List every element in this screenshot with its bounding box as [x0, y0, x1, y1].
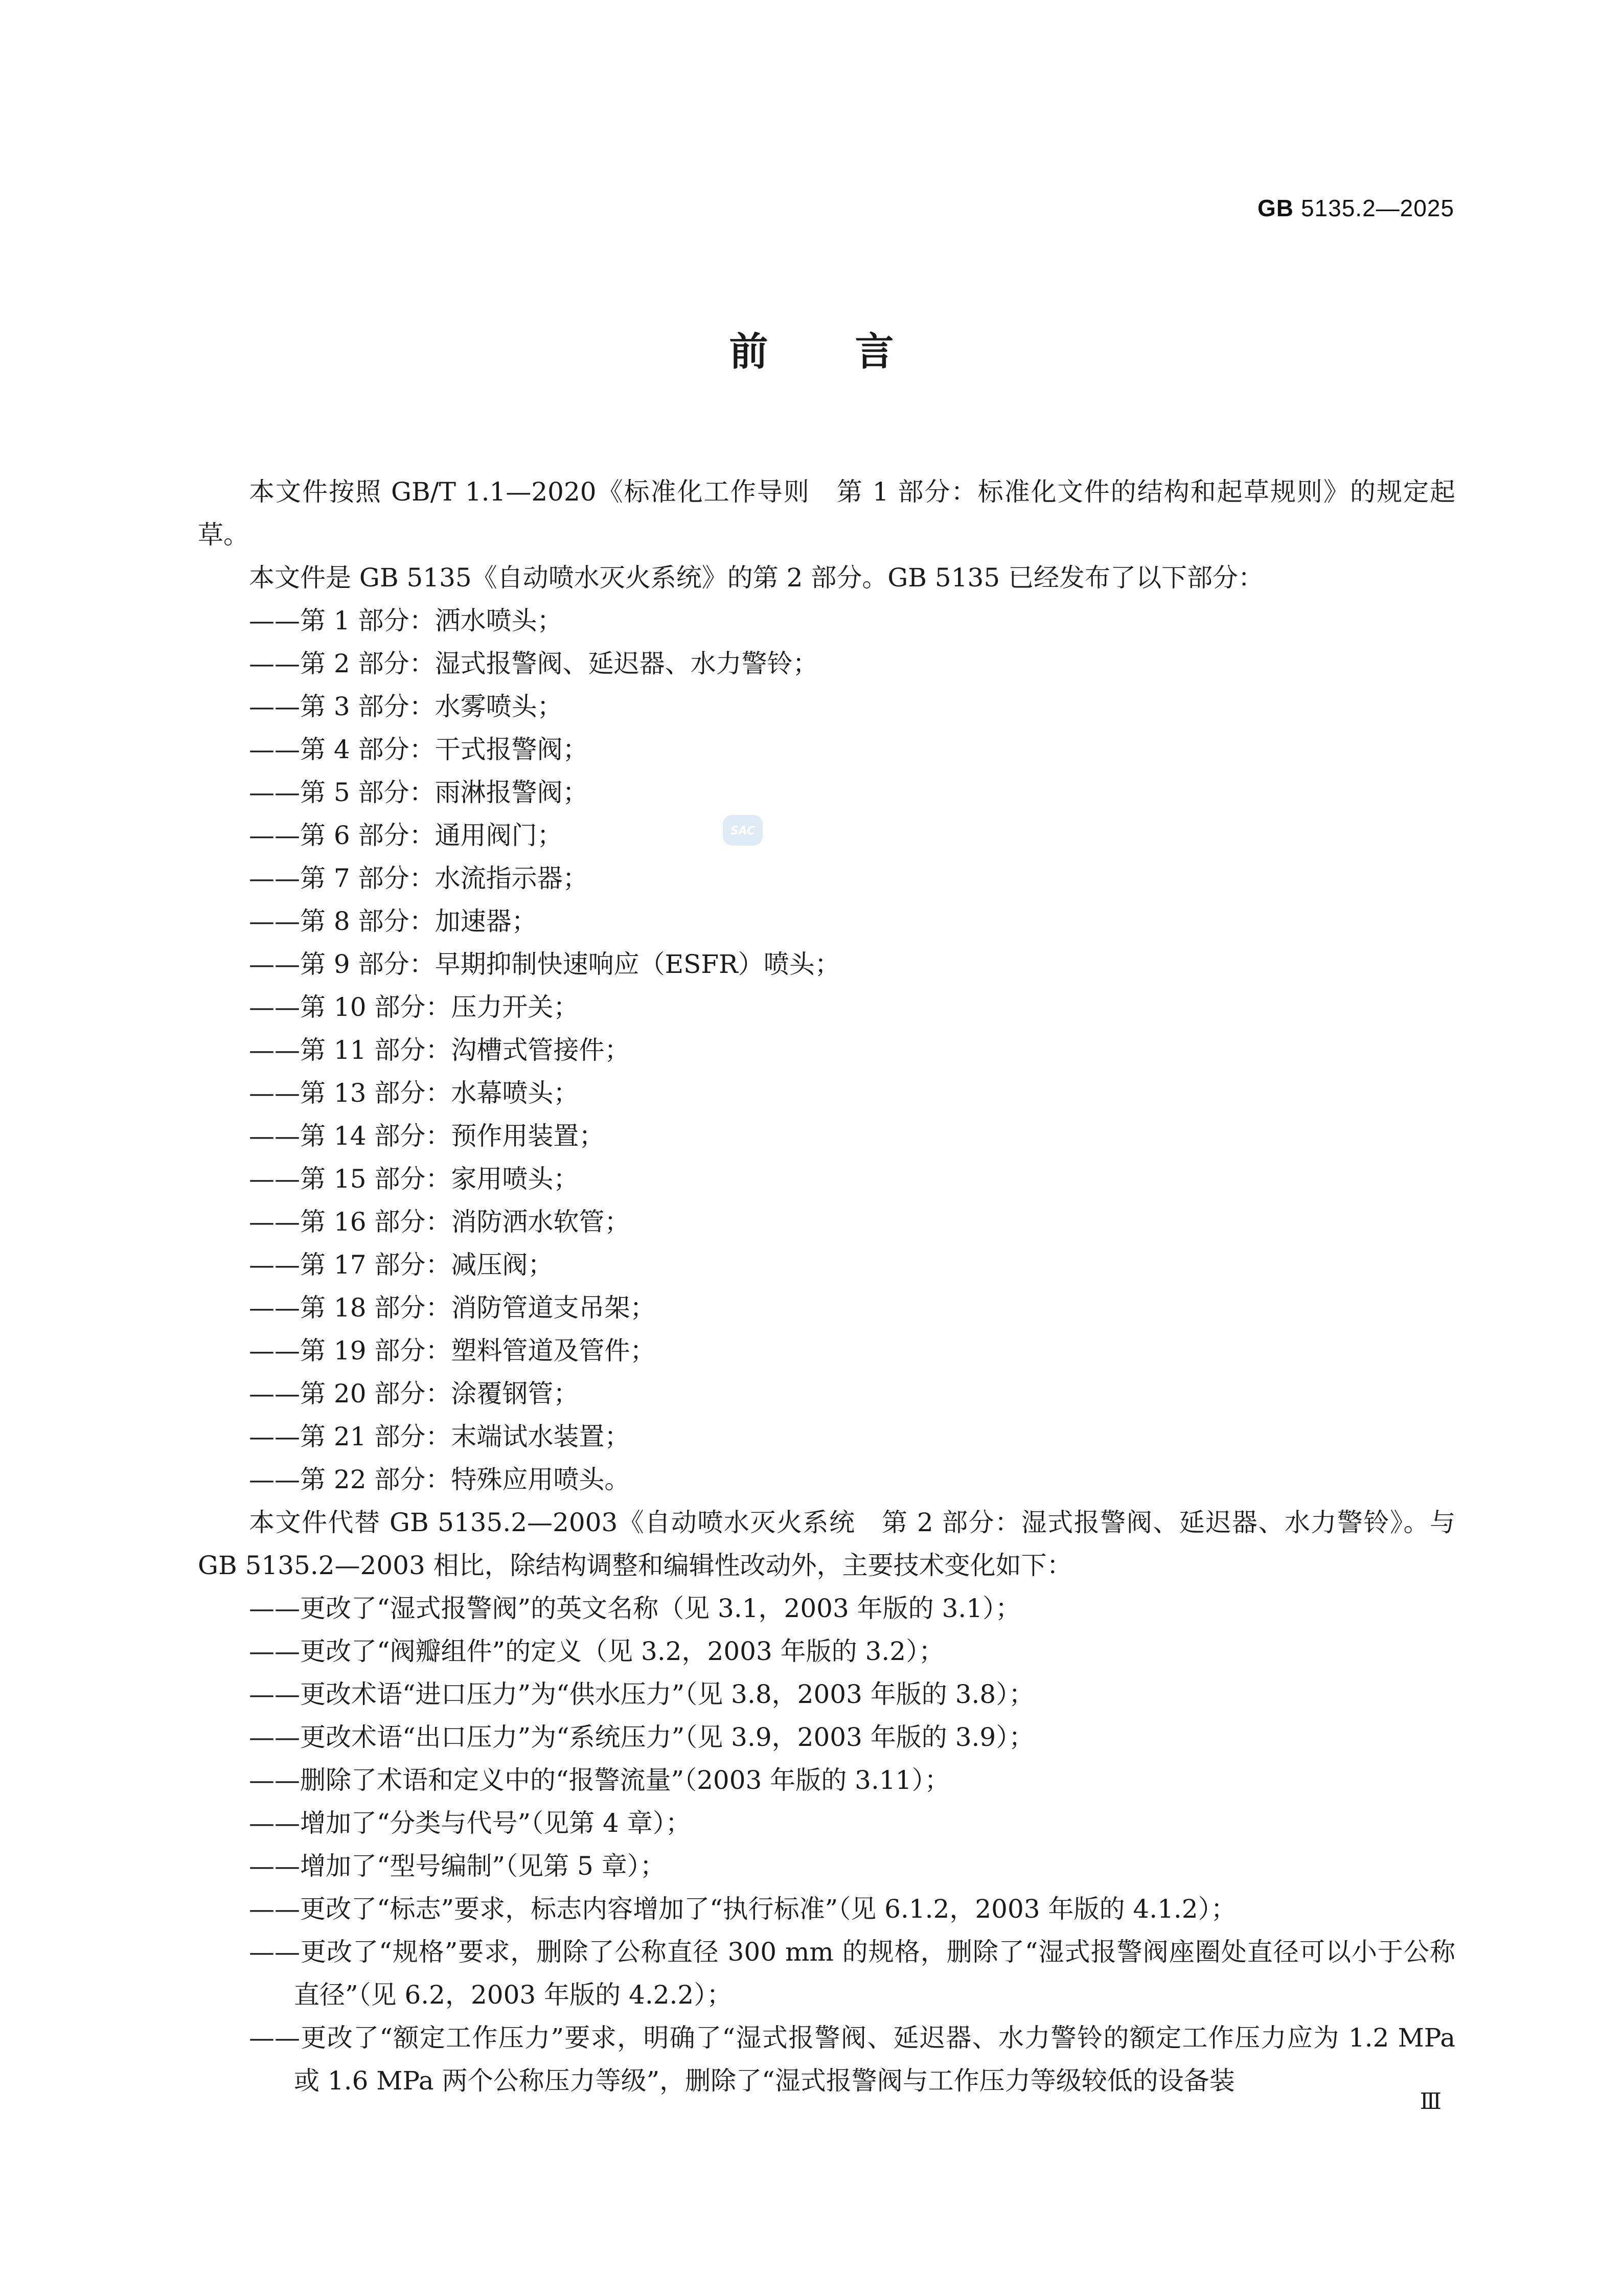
page-number: Ⅲ	[1420, 2088, 1442, 2115]
list-item: ——增加了“分类与代号”（见第 4 章）；	[249, 1808, 691, 1838]
replacement-paragraph: 本文件代替 GB 5135.2—2003《自动喷水灭火系统 第 2 部分：湿式报警阀、延迟器、水力警铃》。与 GB 5135.2—2003 相比，除结构调整和编辑性改动外，主要技术变化如下：	[198, 1508, 1455, 1580]
list-item: ——第 8 部分：加速器；	[249, 906, 537, 936]
list-item: ——第 6 部分：通用阀门；	[249, 821, 563, 850]
list-item: ——第 20 部分：涂覆钢管；	[249, 1379, 579, 1408]
standard-code	[1258, 194, 1454, 222]
list-item: ——更改了“标志”要求，标志内容增加了“执行标准”（见 6.1.2，2003 年版的 4.1.2）；	[249, 1894, 1237, 1924]
foreword-body	[198, 470, 1455, 2102]
list-item: ——增加了“型号编制”（见第 5 章）；	[249, 1851, 666, 1881]
list-item: ——更改了“额定工作压力”要求，明确了“湿式报警阀、延迟器、水力警铃的额定工作压力应为 1.2 MPa 或 1.6 MPa 两个公称压力等级”，删除了“湿式报警阀与工作压力等级较低的设备装	[249, 2023, 1455, 2096]
page-title: 前言	[729, 329, 981, 374]
parts-list	[198, 599, 1455, 1501]
standard-prefix: GB	[1257, 195, 1294, 221]
list-item: ——第 14 部分：预作用装置；	[249, 1121, 605, 1151]
list-item: ——更改了“湿式报警阀”的英文名称（见 3.1，2003 年版的 3.1）；	[249, 1594, 1021, 1623]
list-item: ——第 3 部分：水雾喷头；	[249, 692, 563, 721]
intro-paragraph-1: 本文件按照 GB/T 1.1—2020《标准化工作导则 第 1 部分：标准化文件的结构和起草规则》的规定起草。	[198, 477, 1455, 550]
list-item: ——第 21 部分：末端试水装置；	[249, 1422, 630, 1451]
sac-watermark-text: SAC	[730, 825, 756, 837]
list-item: ——第 5 部分：雨淋报警阀；	[249, 778, 588, 807]
list-item: ——第 1 部分：洒水喷头；	[249, 606, 563, 635]
list-item: ——第 9 部分：早期抑制快速响应（ESFR）喷头；	[249, 949, 840, 979]
list-item: ——更改了“阀瓣组件”的定义（见 3.2，2003 年版的 3.2）；	[249, 1636, 945, 1666]
list-item: ——第 15 部分：家用喷头；	[249, 1164, 579, 1194]
list-item: ——更改术语“进口压力”为“供水压力”（见 3.8，2003 年版的 3.8）；	[249, 1679, 1035, 1709]
changes-list	[198, 1587, 1455, 2102]
list-item: ——删除了术语和定义中的“报警流量”（2003 年版的 3.11）；	[249, 1765, 950, 1795]
list-item: ——第 4 部分：干式报警阀；	[249, 735, 588, 764]
list-item: ——第 17 部分：减压阀；	[249, 1250, 554, 1280]
list-item: ——第 13 部分：水幕喷头；	[249, 1078, 579, 1108]
list-item: ——第 18 部分：消防管道支吊架；	[249, 1293, 656, 1323]
intro-paragraph-2: 本文件是 GB 5135《自动喷水灭火系统》的第 2 部分。GB 5135 已经发布了以下部分：	[249, 563, 1264, 593]
list-item: ——第 19 部分：塑料管道及管件；	[249, 1336, 656, 1366]
list-item: ——第 2 部分：湿式报警阀、延迟器、水力警铃；	[249, 649, 818, 678]
list-item: ——更改了“规格”要求，删除了公称直径 300 mm 的规格，删除了“湿式报警阀座圈处直径可以小于公称直径”（见 6.2，2003 年版的 4.2.2）；	[249, 1937, 1455, 2010]
standard-number: 5135.2—2025	[1300, 195, 1454, 221]
list-item: ——更改术语“出口压力”为“系统压力”（见 3.9，2003 年版的 3.9）；	[249, 1722, 1035, 1752]
list-item: ——第 16 部分：消防洒水软管；	[249, 1207, 630, 1237]
list-item: ——第 22 部分：特殊应用喷头。	[249, 1465, 630, 1494]
list-item: ——第 7 部分：水流指示器；	[249, 863, 588, 893]
list-item: ——第 10 部分：压力开关；	[249, 992, 579, 1022]
list-item: ——第 11 部分：沟槽式管接件；	[249, 1035, 630, 1065]
